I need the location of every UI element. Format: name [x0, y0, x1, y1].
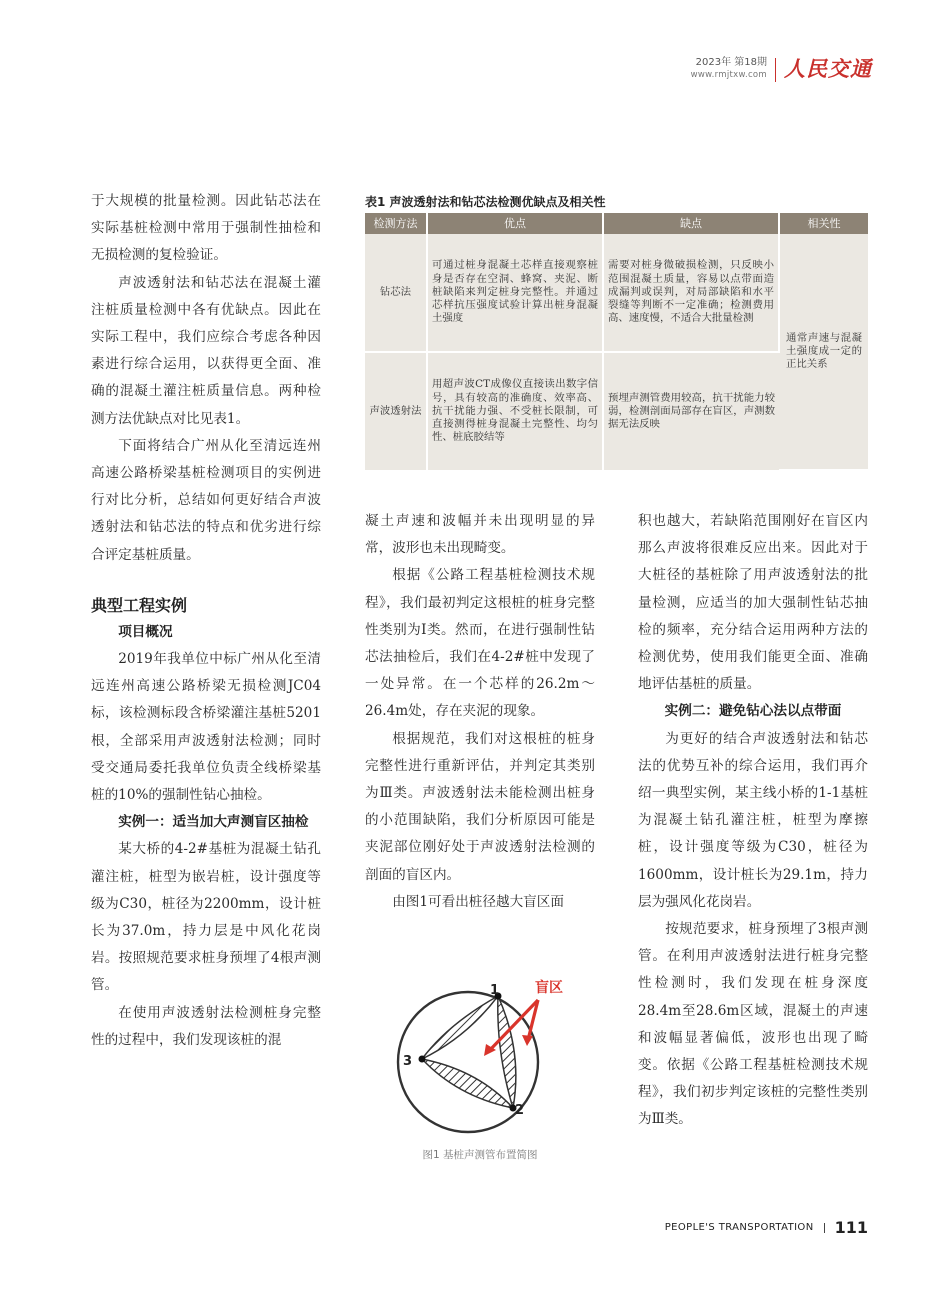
paragraph: 凝土声速和波幅并未出现明显的异常，波形也未出现畸变。	[365, 513, 595, 557]
column-right	[638, 508, 868, 1134]
tube-label-2: 2	[515, 1103, 525, 1118]
column-left	[91, 188, 321, 1054]
column-middle	[365, 508, 595, 916]
pros-cell: 用超声波CT成像仪直接读出数字信号，具有较高的准确度、效率高、抗干扰能力强、不受桩长限制，可直接测得桩身混凝土完整性、均匀性、桩底胶结等	[427, 352, 603, 470]
table-header-cell: 优点	[427, 213, 603, 234]
paragraph: 根据规范，我们对这根桩的桩身完整性进行重新评估，并判定其类别为Ⅲ类。声波透射法未能检测出桩身的小范围缺陷，我们分析原因可能是夹泥部位刚好处于声波透射法检测的剖面的盲区内。	[365, 730, 595, 883]
section-title: 典型工程实例	[91, 595, 188, 615]
subsection-title: 实例二：避免钻心法以点带面	[664, 703, 842, 720]
table-title: 表1 声波透射法和钻芯法检测优缺点及相关性	[365, 195, 606, 209]
page-number: 111	[834, 1218, 868, 1237]
page-footer	[665, 1218, 868, 1237]
tube-label-1: 1	[490, 983, 500, 998]
paragraph: 按规范要求，桩身预埋了3根声测管。在利用声波透射法进行桩身完整性检测时，我们发现在桩身深度28.4m至28.6m区域，混凝土的声速和波幅显著偏低，波形也出现了畸变。依据《公路工程基桩检测技术规程》，我们初步判定该桩的完整性类别为Ⅲ类。	[638, 921, 868, 1128]
journal-url: www.rmjtxw.com	[690, 70, 767, 80]
paragraph: 在使用声波透射法检测桩身完整性的过程中，我们发现该桩的混	[91, 1004, 321, 1048]
paragraph: 于大规模的批量检测。因此钻芯法在实际基桩检测中常用于强制性抽检和无损检测的复检验证。	[91, 193, 321, 264]
table-header-cell: 缺点	[603, 213, 779, 234]
table-header-cell: 相关性	[779, 213, 868, 234]
pros-cell: 可通过桩身混凝土芯样直接观察桩身是否存在空洞、蜂窝、夹泥、断桩缺陷来判定桩身完整性。并通过芯样抗压强度试验计算出桩身混凝土强度	[427, 234, 603, 352]
issue-info	[691, 56, 767, 82]
paragraph: 为更好的结合声波透射法和钻芯法的优势互补的综合运用，我们再介绍一典型实例，某主线小桥的1-1基桩为混凝土钻孔灌注桩，桩型为摩擦桩，设计强度等级为C30，桩径为1600mm，设计桩长为29.1m，持力层为强风化花岗岩。	[638, 730, 868, 910]
paragraph: 积也越大，若缺陷范围刚好在盲区内那么声波将很难反应出来。因此对于大桩径的基桩除了用声波透射法的批量检测，应适当的加大强制性钻芯抽检的频率，充分结合运用两种方法的检测优势，使用我们能更全面、准确地评估基桩的质量。	[638, 513, 868, 693]
paragraph: 根据《公路工程基桩检测技术规程》，我们最初判定这根桩的桩身完整性类别为Ⅰ类。然而，在进行强制性钻芯法抽检后，我们在4-2#桩中发现了一处异常。在一个芯样的26.2m～26.4m处，存在夹泥的现象。	[365, 567, 595, 720]
figure-caption: 图1 基桩声测管布置简图	[422, 1149, 538, 1161]
journal-logo: 人民交通	[784, 56, 872, 81]
paragraph: 2019年我单位中标广州从化至清远连州高速公路桥梁无损检测JC04标，该检测标段含桥梁灌注基桩5201根，全部采用声波透射法检测；同时受交通局委托我单位负责全线桥梁基桩的10%的强制性钻心抽检。	[91, 651, 321, 804]
sound-tube-3	[419, 1056, 426, 1063]
subsection-title: 项目概况	[118, 623, 173, 640]
page-header	[691, 56, 872, 82]
figure-pile-tube-layout	[388, 972, 574, 1134]
footer-divider	[824, 1223, 825, 1233]
method-cell: 钻芯法	[365, 234, 427, 352]
paragraph: 下面将结合广州从化至清远连州高速公路桥梁基桩检测项目的实例进行对比分析，总结如何更好结合声波透射法和钻芯法的特点和优劣进行综合评定基桩质量。	[91, 437, 321, 563]
paragraph: 某大桥的4-2#基桩为混凝土钻孔灌注桩，桩型为嵌岩桩，设计强度等级为C30，桩径为2200mm，设计桩长为37.0m，持力层是中风化花岗岩。按照规范要求桩身预埋了4根声测管。	[91, 841, 321, 994]
tube-label-3: 3	[403, 1054, 413, 1069]
table-header-row	[365, 213, 868, 234]
subsection-title: 实例一：适当加大声测盲区抽检	[118, 814, 309, 831]
method-cell: 声波透射法	[365, 352, 427, 470]
table-row	[365, 234, 868, 352]
table-header-cell: 检测方法	[365, 213, 427, 234]
paragraph: 由图1可看出桩径越大盲区面	[392, 893, 564, 910]
cons-cell: 预埋声测管费用较高，抗干扰能力较弱，检测剖面局部存在盲区，声测数据无法反映	[603, 352, 779, 470]
comparison-table	[365, 213, 868, 471]
issue-number: 2023年 第18期	[695, 57, 767, 68]
cons-cell: 需要对桩身微破损检测，只反映小范围混凝土质量，容易以点带面造成漏判或误判，对局部缺陷和水平裂缝等判断不一定准确；检测费用高、速度慢，不适合大批量检测	[603, 234, 779, 352]
paragraph: 声波透射法和钻芯法在混凝土灌注桩质量检测中各有优缺点。因此在实际工程中，我们应综合考虑各种因素进行综合运用，以获得更全面、准确的混凝土灌注桩质量信息。两种检测方法优缺点对比见表1。	[91, 274, 321, 427]
journal-name: PEOPLE'S TRANSPORTATION	[664, 1222, 814, 1233]
header-divider	[775, 58, 776, 82]
blind-zone-label: 盲区	[535, 980, 563, 996]
relation-cell: 通常声速与混凝土强度成一定的正比关系	[779, 234, 868, 470]
